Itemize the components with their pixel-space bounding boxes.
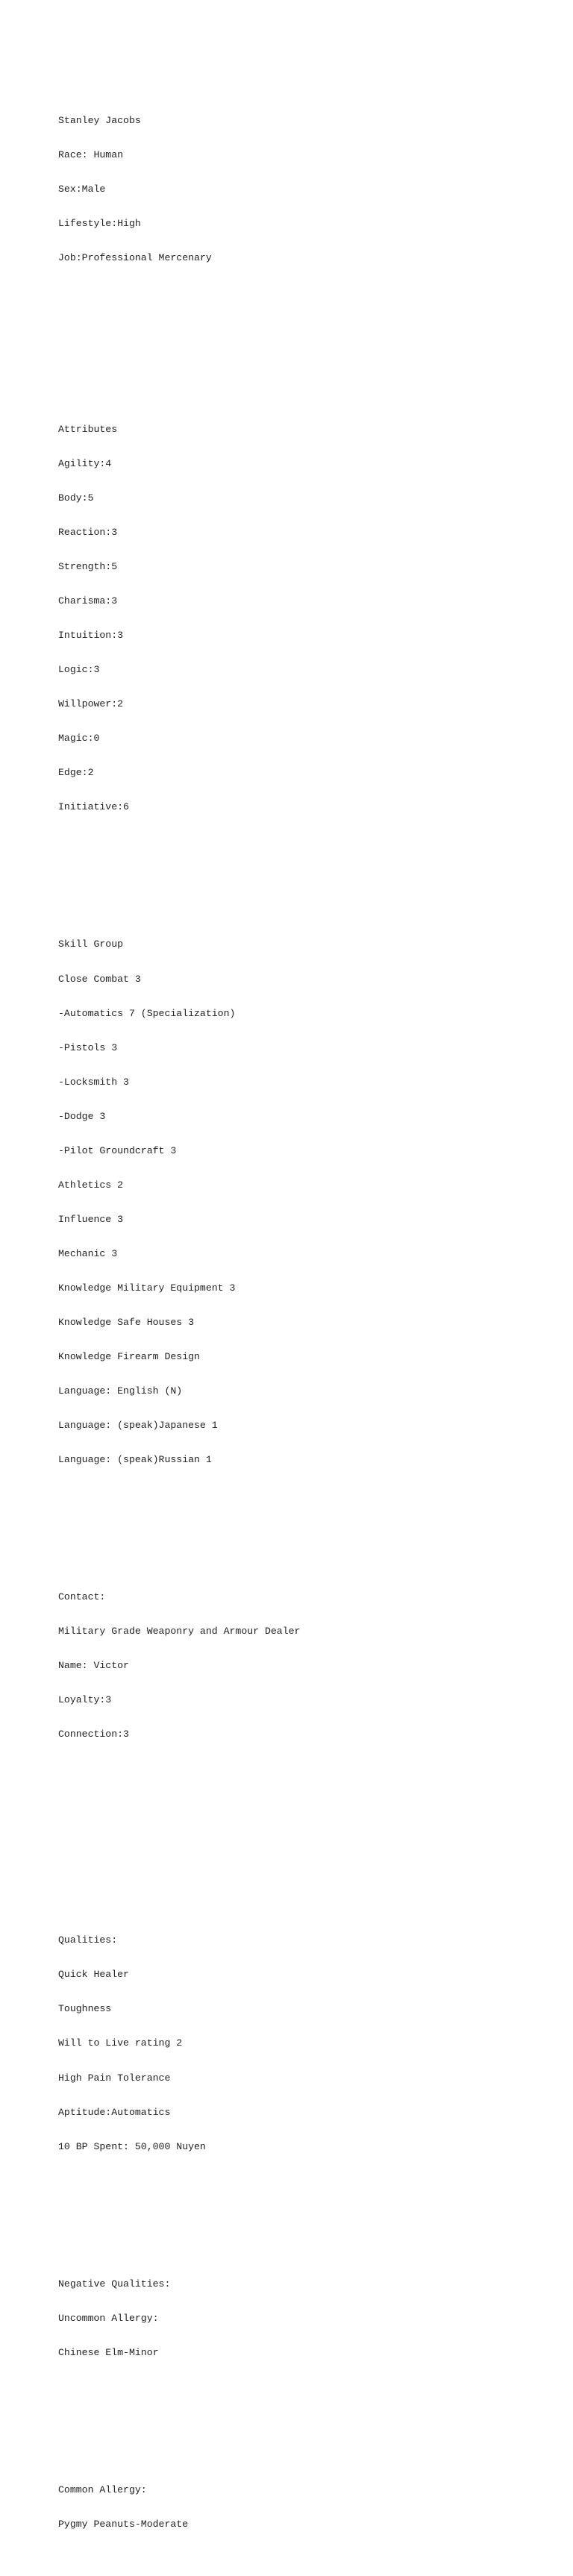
skill-line: Knowledge Safe Houses 3 [58,1316,195,1328]
contact-heading: Contact: [58,1591,106,1603]
skills-section [58,916,551,1488]
blank-line [58,355,551,366]
skill-line: Language: (speak)Russian 1 [58,1453,212,1465]
blank-line [58,1831,551,1843]
race-line: Race: Human [58,148,124,160]
sex-line: Sex:Male [58,183,106,195]
negative-qualities-section [58,2255,551,2381]
attributes-heading: Attributes [58,424,118,435]
blank-line [58,2416,551,2427]
job-line: Job:Professional Mercenary [58,251,212,263]
quality-line: Toughness [58,2003,112,2015]
skill-line: Athletics 2 [58,1179,124,1191]
quality-line: Aptitude:Automatics [58,2106,171,2118]
attributes-section [58,401,551,836]
attribute-line: Magic:0 [58,733,100,745]
lifestyle-line: Lifestyle:High [58,217,141,229]
attribute-line: Strength:5 [58,561,118,573]
common-allergy-line: Pygmy Peanuts-Moderate [58,2518,189,2530]
quality-line: Will to Live rating 2 [58,2037,183,2049]
skill-line: Close Combat 3 [58,973,141,985]
blank-line [58,870,551,881]
attribute-line: Body:5 [58,492,94,504]
common-allergy-section [58,2461,551,2553]
skill-line: -Pistols 3 [58,1041,118,1053]
skill-line: Mechanic 3 [58,1247,118,1259]
contact-line: Name: Victor [58,1660,129,1672]
skill-line: Language: English (N) [58,1385,183,1397]
negative-qualities-heading: Negative Qualities: [58,2278,171,2290]
skill-line: Knowledge Military Equipment 3 [58,1282,236,1294]
skill-line: Knowledge Firearm Design [58,1350,200,1362]
skill-line: -Locksmith 3 [58,1076,129,1088]
skill-line: -Automatics 7 (Specialization) [58,1007,236,1019]
contact-line: Connection:3 [58,1729,129,1740]
contact-section [58,1568,551,1763]
profile-section [58,92,551,286]
qualities-heading: Qualities: [58,1934,118,1946]
quality-line: 10 BP Spent: 50,000 Nuyen [58,2140,206,2152]
contact-line: Military Grade Weaponry and Armour Dealer [58,1626,301,1638]
attribute-line: Intuition:3 [58,630,124,642]
skill-line: -Pilot Groundcraft 3 [58,1144,177,1156]
qualities-section [58,1912,551,2175]
blank-line [58,1866,551,1877]
attribute-line: Logic:3 [58,664,100,676]
attribute-line: Edge:2 [58,767,94,779]
skill-line: Influence 3 [58,1213,124,1225]
blank-line [58,1797,551,1808]
skills-heading: Skill Group [58,938,124,950]
attribute-line: Charisma:3 [58,595,118,607]
negative-quality-line: Uncommon Allergy: [58,2312,159,2324]
attribute-line: Reaction:3 [58,527,118,539]
quality-line: Quick Healer [58,1969,129,1981]
contact-line: Loyalty:3 [58,1694,112,1706]
quality-line: High Pain Tolerance [58,2072,171,2084]
blank-line [58,2210,551,2221]
attribute-line: Initiative:6 [58,801,129,813]
negative-quality-line: Chinese Elm-Minor [58,2346,159,2358]
character-name: Stanley Jacobs [58,114,141,126]
blank-line [58,1523,551,1534]
attribute-line: Willpower:2 [58,698,124,710]
skill-line: Language: (speak)Japanese 1 [58,1419,218,1431]
common-allergy-heading: Common Allergy: [58,2483,147,2495]
blank-line [58,321,551,332]
skill-line: -Dodge 3 [58,1110,106,1122]
character-sheet [58,57,551,2576]
attribute-line: Agility:4 [58,458,112,470]
